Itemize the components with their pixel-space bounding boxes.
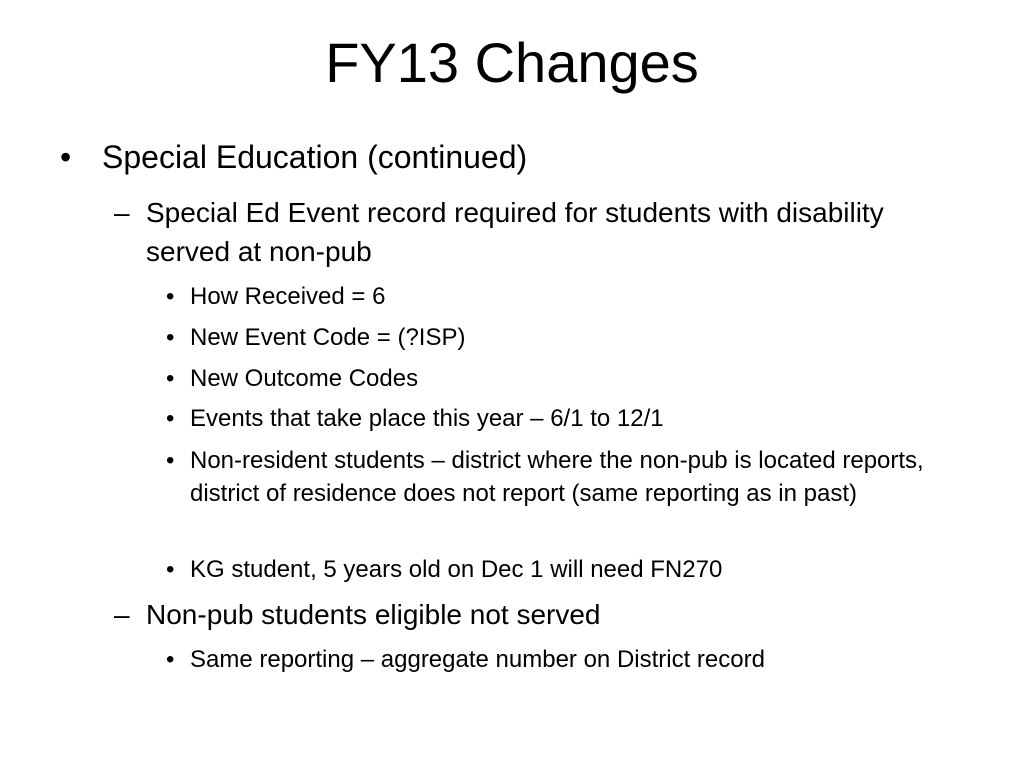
item-kg-student bbox=[166, 553, 966, 586]
sub-bullet-text: Special Ed Event record required for students with disability served at non-pub bbox=[146, 197, 884, 267]
item-same-reporting bbox=[166, 643, 966, 676]
item-text: Same reporting – aggregate number on District record bbox=[190, 646, 765, 673]
bullet-text: Special Education (continued) bbox=[102, 139, 528, 175]
dash-marker: – bbox=[114, 197, 130, 228]
slide-title: FY13 Changes bbox=[325, 31, 699, 94]
bullet-marker: • bbox=[166, 365, 175, 392]
item-text: KG student, 5 years old on Dec 1 will need FN270 bbox=[190, 556, 723, 583]
item-text: New Event Code = (?ISP) bbox=[190, 324, 466, 351]
item-new-event-code bbox=[166, 321, 966, 354]
dash-marker: – bbox=[114, 599, 130, 630]
bullet-special-education bbox=[60, 138, 980, 176]
item-text: Non-resident students – district where the non-pub is located reports, district of residence does not report (same reporting as in past) bbox=[190, 447, 924, 507]
bullet-marker: • bbox=[166, 324, 175, 351]
bullet-marker: • bbox=[166, 447, 175, 474]
sub-bullet-event-record bbox=[114, 193, 934, 271]
sub-bullet-text: Non-pub students eligible not served bbox=[146, 599, 601, 630]
bullet-marker: • bbox=[166, 556, 175, 583]
item-events-this-year bbox=[166, 402, 966, 435]
item-how-received bbox=[166, 280, 966, 313]
item-text: Events that take place this year – 6/1 to 12/1 bbox=[190, 405, 664, 432]
bullet-marker: • bbox=[166, 405, 175, 432]
item-new-outcome-codes bbox=[166, 362, 966, 395]
sub-bullet-non-pub-eligible bbox=[114, 595, 934, 634]
bullet-marker: • bbox=[166, 646, 175, 673]
bullet-marker: • bbox=[60, 139, 72, 175]
item-text: How Received = 6 bbox=[190, 283, 386, 310]
bullet-marker: • bbox=[166, 283, 175, 310]
item-non-resident bbox=[166, 444, 966, 510]
item-text: New Outcome Codes bbox=[190, 365, 419, 392]
